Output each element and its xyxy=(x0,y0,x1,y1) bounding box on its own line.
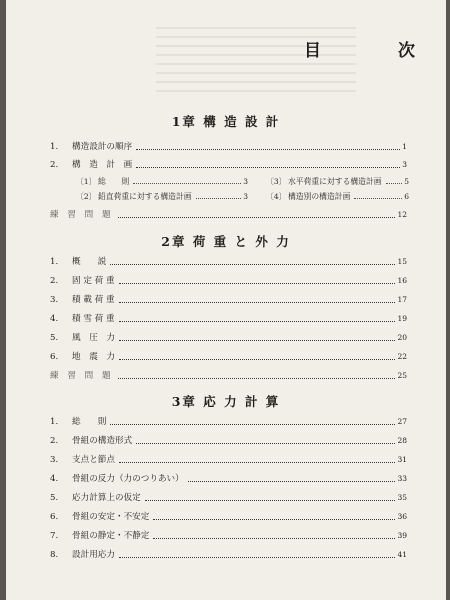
toc-subentry xyxy=(266,189,409,202)
entry-label: 風 圧 力 xyxy=(72,333,115,343)
exercise-label: 練 習 問 題 xyxy=(50,371,114,381)
subentry-label: 鉛直荷重に対する構造計画 xyxy=(98,192,192,201)
entry-page: 20 xyxy=(397,333,407,342)
entry-page: 19 xyxy=(397,314,407,323)
subentry-number: 〔4〕 xyxy=(266,192,287,201)
entry-label: 地 震 力 xyxy=(72,352,115,362)
toc-entry xyxy=(50,433,407,447)
entry-page: 35 xyxy=(397,493,407,502)
entry-page: 36 xyxy=(397,512,407,521)
entry-label: 骨組の安定・不安定 xyxy=(72,512,150,522)
dot-leader xyxy=(119,340,395,341)
toc-entry xyxy=(50,254,407,268)
subentry-label: 総 則 xyxy=(98,177,130,186)
toc-entry xyxy=(50,330,407,344)
chapter-3-heading: 3章 応 力 計 算 xyxy=(171,394,281,409)
subentry-number: 〔1〕 xyxy=(76,177,97,186)
dot-leader xyxy=(119,557,395,558)
toc-entry xyxy=(50,509,407,523)
book-page xyxy=(6,0,446,600)
entry-number: 5. xyxy=(50,333,59,343)
entry-page: 28 xyxy=(397,436,407,445)
subentry-page: 3 xyxy=(243,177,248,186)
exercise-page: 25 xyxy=(397,371,407,380)
entry-number: 1. xyxy=(50,417,59,427)
entry-page: 31 xyxy=(397,455,407,464)
entry-number: 2. xyxy=(50,160,59,170)
toc-entry xyxy=(50,490,407,504)
dot-leader xyxy=(196,198,242,199)
entry-label: 構 造 計 画 xyxy=(72,160,133,170)
dot-leader xyxy=(153,519,395,520)
entry-number: 1. xyxy=(50,142,59,152)
entry-page: 15 xyxy=(397,257,407,266)
entry-label: 固 定 荷 重 xyxy=(72,276,115,286)
entry-page: 27 xyxy=(397,417,407,426)
dot-leader xyxy=(118,378,396,379)
dot-leader xyxy=(188,481,396,482)
dot-leader xyxy=(118,217,396,218)
dot-leader xyxy=(119,359,395,360)
dot-leader xyxy=(110,264,395,265)
subentry-number: 〔2〕 xyxy=(76,192,97,201)
toc-entry xyxy=(50,311,407,325)
dot-leader xyxy=(386,183,403,184)
entry-number: 4. xyxy=(50,314,59,324)
entry-page: 39 xyxy=(397,531,407,540)
toc-subentry xyxy=(266,174,409,187)
entry-number: 4. xyxy=(50,474,59,484)
entry-number: 3. xyxy=(50,295,59,305)
subentry-number: 〔3〕 xyxy=(266,177,287,186)
entry-number: 8. xyxy=(50,550,59,560)
dot-leader xyxy=(136,167,400,168)
dot-leader xyxy=(153,538,395,539)
dot-leader xyxy=(354,198,402,199)
entry-label: 構造設計の順序 xyxy=(72,142,133,152)
entry-label: 総 則 xyxy=(72,417,107,427)
toc-subentry xyxy=(76,174,248,187)
subentry-label: 構造別の構造計画 xyxy=(288,192,351,201)
entry-page: 1 xyxy=(402,142,407,151)
subentry-page: 5 xyxy=(404,177,409,186)
exercise-label: 練 習 問 題 xyxy=(50,210,114,220)
entry-number: 1. xyxy=(50,257,59,267)
entry-page: 33 xyxy=(397,474,407,483)
toc-subentry xyxy=(76,189,248,202)
page-title: 目 次 xyxy=(304,41,445,61)
entry-label: 骨組の静定・不静定 xyxy=(72,531,150,541)
entry-number: 5. xyxy=(50,493,59,503)
dot-leader xyxy=(119,283,396,284)
subentry-page: 6 xyxy=(404,192,409,201)
entry-label: 設計用応力 xyxy=(72,550,115,560)
exercise-page: 12 xyxy=(397,210,407,219)
dot-leader xyxy=(136,149,400,150)
dot-leader xyxy=(110,424,395,425)
entry-page: 22 xyxy=(397,352,407,361)
entry-number: 2. xyxy=(50,276,59,286)
chapter-1-heading: 1章 構 造 設 計 xyxy=(171,114,281,129)
toc-entry xyxy=(50,157,407,171)
subentry-label: 水平荷重に対する構造計画 xyxy=(288,177,382,186)
dot-leader xyxy=(119,302,396,303)
entry-label: 骨組の反力（力のつりあい） xyxy=(72,474,184,484)
entry-number: 2. xyxy=(50,436,59,446)
toc-entry xyxy=(50,452,407,466)
entry-label: 応力計算上の仮定 xyxy=(72,493,141,503)
entry-label: 積 雪 荷 重 xyxy=(72,314,115,324)
dot-leader xyxy=(119,321,396,322)
entry-label: 概 説 xyxy=(72,257,107,267)
toc-entry xyxy=(50,414,407,428)
toc-entry xyxy=(50,528,407,542)
toc-entry xyxy=(50,273,407,287)
chapter-2-heading: 2章 荷 重 と 外 力 xyxy=(161,234,291,249)
entry-number: 6. xyxy=(50,512,59,522)
dot-leader xyxy=(136,443,395,444)
entry-number: 3. xyxy=(50,455,59,465)
entry-label: 支点と節点 xyxy=(72,455,115,465)
toc-exercise-entry xyxy=(50,207,407,221)
entry-page: 3 xyxy=(402,160,407,169)
toc-exercise-entry xyxy=(50,368,407,382)
entry-number: 6. xyxy=(50,352,59,362)
entry-label: 骨組の構造形式 xyxy=(72,436,133,446)
toc-entry xyxy=(50,547,407,561)
toc-entry xyxy=(50,471,407,485)
dot-leader xyxy=(119,462,395,463)
entry-page: 17 xyxy=(397,295,407,304)
toc-entry xyxy=(50,139,407,153)
subentry-page: 3 xyxy=(243,192,248,201)
toc-entry xyxy=(50,292,407,306)
entry-number: 7. xyxy=(50,531,59,541)
toc-entry xyxy=(50,349,407,363)
entry-label: 積 載 荷 重 xyxy=(72,295,115,305)
entry-page: 41 xyxy=(397,550,407,559)
dot-leader xyxy=(145,500,396,501)
dot-leader xyxy=(133,183,241,184)
entry-page: 16 xyxy=(397,276,407,285)
